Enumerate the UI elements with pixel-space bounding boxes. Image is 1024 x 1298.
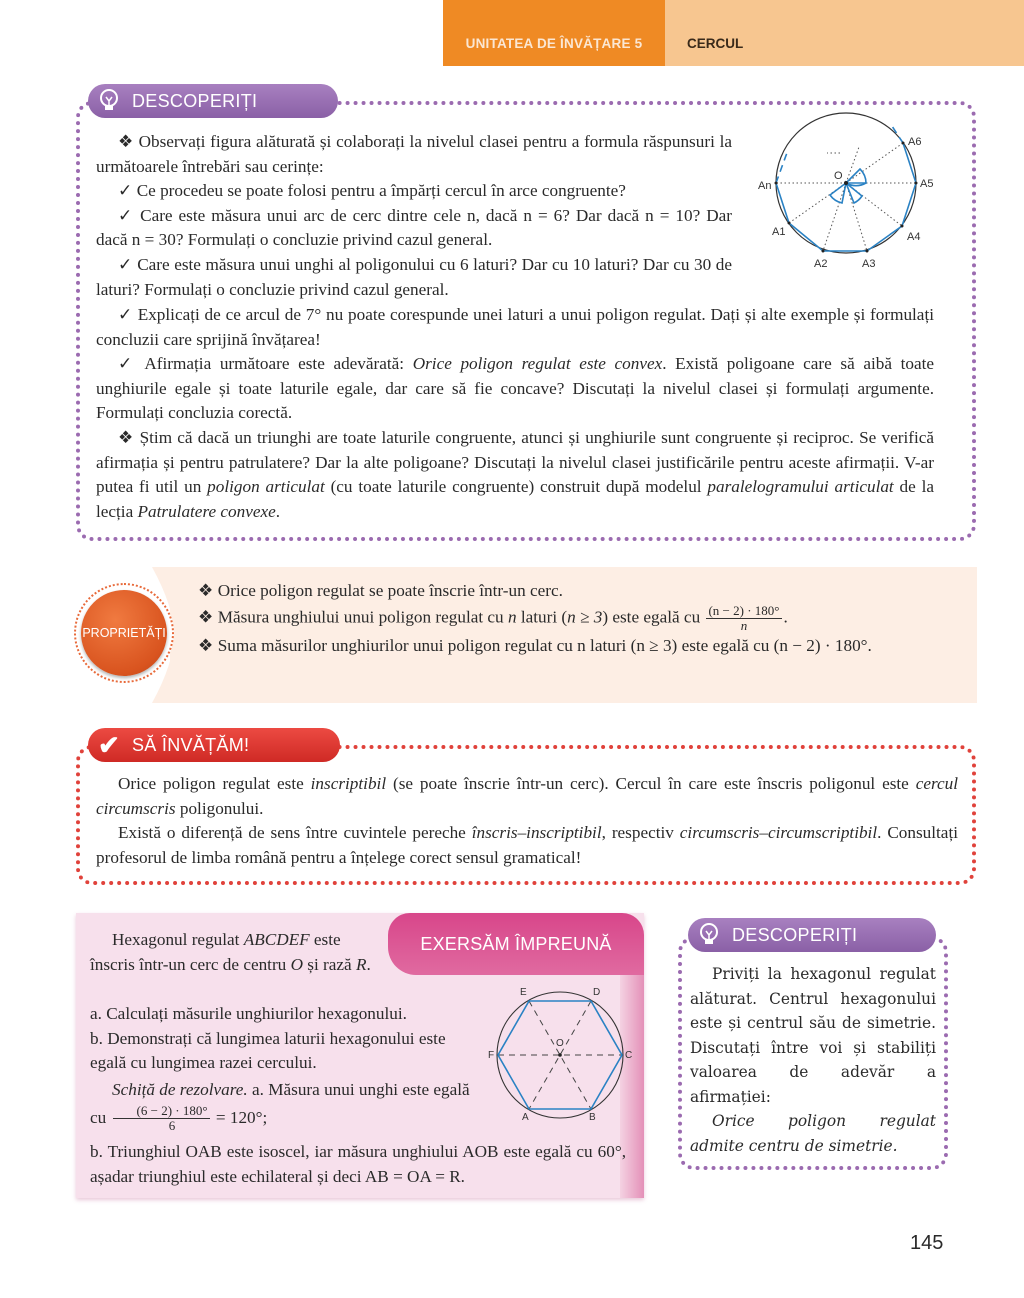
- solution-b: b. Triunghiul OAB este isoscel, iar măsura unghiului AOB este egală cu 60°, așadar triunghiul este echilateral și deci AB = OA = R.: [90, 1142, 626, 1186]
- topic-label: CERCUL: [665, 0, 1024, 66]
- label-F: F: [488, 1050, 495, 1061]
- question-4: ✓ Explicați de ce arcul de 7° nu poate corespunde unei laturi a unui poligon regulat. Dați și alte exemple și formulați concluzii care sprijină învățarea!: [96, 305, 934, 349]
- exercise-statement: Hexagonul regulat ABCDEF este înscris într-un cerc de centru O și rază R.: [90, 930, 371, 974]
- property-3: ❖ Suma măsurilor unghiurilor unui poligon regulat cu n laturi (n ≥ 3) este egală cu (n − 2) · 180°.: [198, 636, 872, 655]
- learn-paragraph-1: Orice poligon regulat este inscriptibil (se poate înscrie într-un cerc). Cercul în care este înscris poligonul este cercul circumscris poligonului.: [96, 774, 958, 818]
- label-A4: A4: [907, 231, 921, 243]
- properties-text: [198, 578, 964, 659]
- discover-text-top: [96, 130, 732, 302]
- property-2: ❖ Măsura unghiului unui poligon regulat cu n laturi (n ≥ 3) este egală cu $\frac{(n - 2) \cdot 180^\circ}{n}$ .: [198, 603, 788, 633]
- label-E: E: [520, 987, 527, 998]
- discover-title-pill: [88, 84, 338, 118]
- label-B: B: [589, 1112, 596, 1120]
- learn-text: [96, 772, 958, 870]
- discover-text-bottom: [96, 303, 934, 524]
- discover-title-pill-2: [688, 918, 936, 952]
- question-2: ✓ Care este măsura unui arc de cerc dintre cele n, dacă n = 6? Dar dacă n = 10? Dar dacă n = 30? Formulați o concluzie privind cazul general.: [96, 205, 732, 250]
- exercise-tasks: [90, 1002, 476, 1133]
- discover-title-2: DESCOPERIȚI: [732, 924, 858, 945]
- label-An: An: [758, 180, 772, 192]
- label-A2: A2: [814, 258, 828, 270]
- hexagon-angle-formula: $\frac{(6 - 2) \cdot 180^\circ}{6}$: [113, 1104, 210, 1133]
- discover2-paragraph: Priviți la hexagonul regulat alăturat. Centrul hexagonului este și centrul său de simetrie. Discutați între voi și stabiliți valoarea de adevăr a afirmației:: [690, 965, 936, 1106]
- discover-paragraph-2: ❖ Știm că dacă un triunghi are toate laturile congruente, atunci și unghiurile sunt congruente și reciproc. Se verifică afirmația și pentru patrulatere? Dar la alte poligoane? Discutați la nivelul clasei justificările pentru aceste afirmații. V-ar putea fi util un poligon articulat (cu toate laturile congruente) construit după modelul paralelogramului articulat de la lecția Patrulatere convexe.: [96, 427, 935, 521]
- properties-badge: [74, 583, 174, 683]
- hexagon-figure: [480, 980, 640, 1120]
- page-header: [443, 0, 1024, 66]
- discover-text-2: [690, 962, 936, 1158]
- property-1: ❖ Orice poligon regulat se poate înscrie într-un cerc.: [198, 581, 563, 600]
- discover2-statement: Orice poligon regulat admite centru de simetrie.: [690, 1112, 936, 1155]
- label-A5: A5: [920, 178, 934, 190]
- learn-paragraph-2: Există o diferență de sens între cuvintele pereche înscris–inscriptibil, respectiv circumscris–circumscriptibil. Consultați profesorul de limba română pentru a înțelege corect sensul gramatical!: [96, 823, 958, 867]
- label-C: C: [625, 1050, 633, 1061]
- label-A3: A3: [862, 258, 876, 270]
- label-A1: A1: [772, 226, 786, 238]
- question-3: ✓ Care este măsura unui unghi al poligonului cu 6 laturi? Dar cu 10 laturi? Dar cu 30 de laturi? Formulați o concluzie privind cazul general.: [96, 254, 732, 299]
- page-number: 145: [910, 1232, 944, 1254]
- angle-formula: $\frac{(n - 2) \cdot 180^\circ}{n}$: [708, 603, 780, 633]
- discover-intro: ❖ Observați figura alăturată și colaborați la nivelul clasei pentru a formula răspunsuri la următoarele întrebări sau cerințe:: [96, 132, 732, 176]
- question-1: ✓ Ce procedeu se poate folosi pentru a împărți cercul în arce congruente?: [118, 181, 626, 201]
- label-O: O: [834, 170, 843, 182]
- solution-a: Schiță de rezolvare. a. Măsura unui unghi este egală cu $\frac{(6 - 2) \cdot 180^\circ}{6}$ = 120°;: [90, 1079, 470, 1134]
- task-a: a. Calculați măsurile unghiurilor hexagonului.: [90, 1004, 407, 1023]
- label-A6: A6: [908, 136, 922, 148]
- task-b: b. Demonstrați că lungimea laturii hexagonului este egală cu lungimea razei cercului.: [90, 1028, 446, 1073]
- learn-title-pill: [88, 728, 340, 762]
- inscribed-polygon-figure: [750, 95, 960, 280]
- unit-label: UNITATEA DE ÎNVĂȚARE 5: [443, 0, 665, 66]
- label-O: O: [556, 1038, 564, 1049]
- discover-title: DESCOPERIȚI: [132, 90, 258, 111]
- learn-title: SĂ ÎNVĂȚĂM!: [132, 734, 250, 755]
- lightbulb-icon: [96, 88, 122, 114]
- checkmark-icon: ✔: [97, 729, 121, 760]
- question-5: ✓ Afirmația următoare este adevărată: Orice poligon regulat este convex. Există poligoane care să aibă toate unghiurile egale și toate laturile egale, dar care să fie concave? Discutați la nivelul clasei și formulați argumente. Formulați concluzia corectă.: [96, 354, 934, 423]
- label-D: D: [593, 987, 601, 998]
- exercise-title-tab: EXERSĂM ÎMPREUNĂ: [388, 913, 644, 975]
- lightbulb-icon: [696, 922, 722, 948]
- properties-badge-label: PROPRIETĂȚI: [81, 590, 167, 676]
- label-A: A: [522, 1112, 529, 1120]
- exercise-intro: [90, 928, 380, 977]
